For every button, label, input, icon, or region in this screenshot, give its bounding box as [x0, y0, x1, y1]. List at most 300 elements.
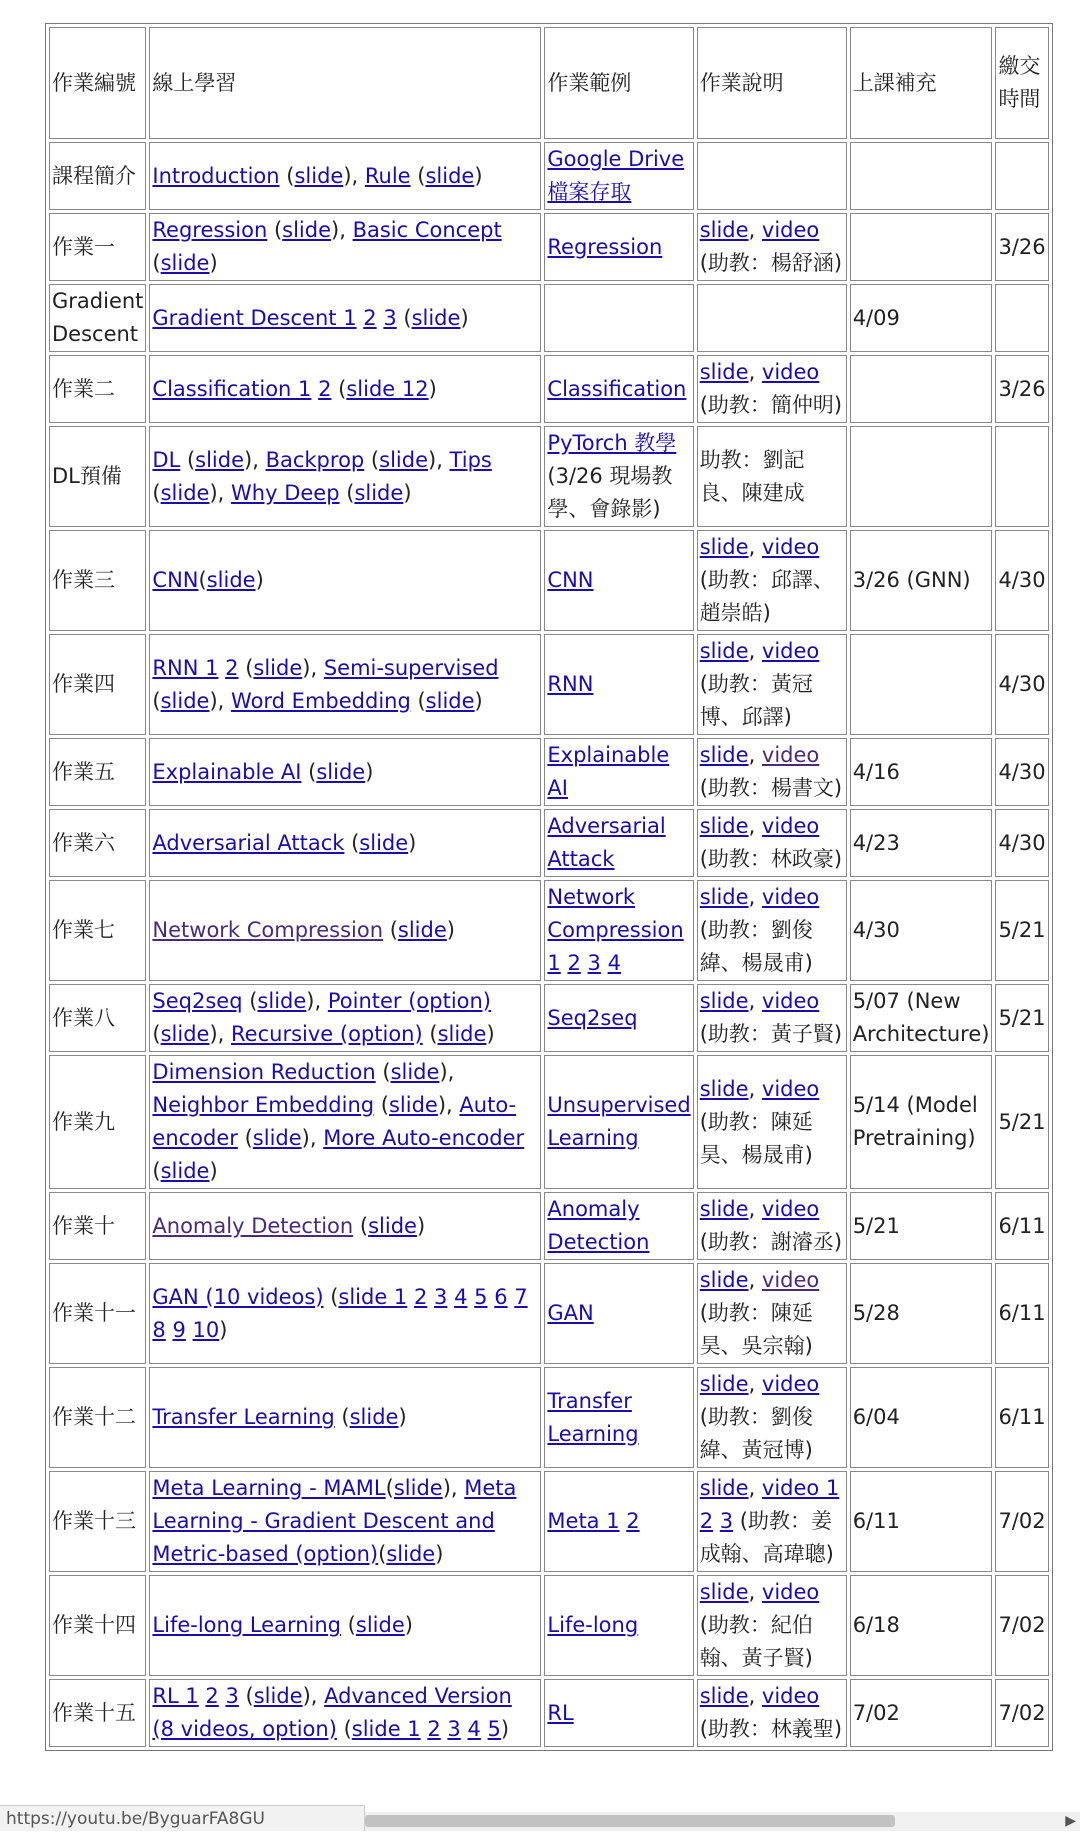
link[interactable]: slide [253, 1684, 303, 1708]
link[interactable]: 9 [172, 1317, 186, 1342]
link[interactable]: slide [294, 163, 344, 188]
cell-deadline: 4/30 [995, 738, 1048, 806]
link[interactable]: slide [316, 759, 366, 784]
text: , [748, 743, 762, 767]
link[interactable]: slide [355, 1613, 405, 1637]
link[interactable]: CNN [152, 568, 199, 592]
link[interactable]: slide [349, 1405, 399, 1429]
link[interactable]: slide [699, 218, 749, 242]
text: ) [255, 568, 264, 592]
link[interactable]: slide [253, 655, 303, 680]
cell-supplement: 5/28 [850, 1263, 993, 1364]
text [601, 951, 608, 975]
text: , [748, 989, 762, 1013]
link[interactable]: Adversarial Attack [152, 830, 345, 855]
link[interactable]: Semi-supervised [323, 655, 499, 680]
link[interactable]: slide [354, 480, 404, 505]
link[interactable]: slide [699, 1580, 749, 1604]
link[interactable]: slide [425, 688, 475, 713]
link[interactable]: RNN [547, 672, 594, 696]
text: ( [323, 1284, 339, 1309]
link[interactable]: slide [252, 1126, 302, 1150]
link[interactable]: Regression [152, 218, 268, 242]
cell-deadline [995, 426, 1048, 527]
link[interactable]: Regression [547, 234, 663, 259]
link[interactable]: slide [411, 305, 461, 330]
cell-online [149, 1471, 541, 1572]
cell-id: 作業八 [49, 984, 146, 1052]
link[interactable]: slide [397, 918, 447, 942]
header-deadline: 繳交時間 [995, 27, 1048, 139]
link[interactable]: 3 [587, 951, 601, 975]
header-online: 線上學習 [149, 27, 541, 139]
text: (助教：陳延昊、楊晟甫) [699, 1109, 813, 1167]
homework-schedule-table [45, 23, 1053, 1751]
link[interactable]: video [761, 1372, 820, 1396]
text: ) [428, 376, 437, 401]
cell-explain [697, 355, 847, 423]
text: , [748, 1372, 762, 1396]
link[interactable]: slide [699, 535, 749, 559]
table-row [49, 634, 1049, 735]
link[interactable]: Meta Learning - MAML [152, 1476, 386, 1500]
link[interactable]: Meta 1 [547, 1509, 620, 1533]
link[interactable]: Network Compression [547, 885, 684, 942]
link[interactable]: Transfer Learning [547, 1388, 639, 1446]
cell-explain [697, 1679, 847, 1747]
cell-supplement [850, 142, 993, 210]
link[interactable]: slide [699, 1268, 749, 1292]
link[interactable]: 2 [205, 1684, 219, 1708]
text: ( [339, 480, 355, 505]
cell-id: 作業七 [49, 880, 146, 981]
cell-supplement: 4/23 [850, 809, 993, 877]
cell-supplement [850, 213, 993, 281]
link[interactable]: 2 [626, 1509, 640, 1533]
text: ), [209, 1022, 232, 1046]
link[interactable]: slide [390, 1060, 440, 1084]
table-row [49, 1679, 1049, 1747]
text: ), [301, 1126, 324, 1150]
cell-deadline: 7/02 [995, 1575, 1048, 1676]
text: ( [334, 1405, 350, 1429]
text: ), [244, 447, 266, 472]
cell-supplement: 4/16 [850, 738, 993, 806]
text: , [748, 535, 762, 559]
cell-example [544, 1055, 693, 1189]
cell-supplement: 6/04 [850, 1367, 993, 1468]
cell-id: 作業十一 [49, 1263, 146, 1364]
table-row [49, 213, 1049, 281]
link[interactable]: 5 [487, 1717, 501, 1741]
cell-online [149, 1367, 541, 1468]
link[interactable]: slide [699, 989, 749, 1013]
text: ) [408, 830, 417, 855]
link[interactable]: slide [160, 480, 210, 505]
link[interactable]: slide [699, 1197, 749, 1221]
text: ( [301, 759, 317, 784]
link[interactable]: 2 [427, 1717, 441, 1741]
cell-online [149, 880, 541, 981]
link[interactable]: Rule [364, 163, 411, 188]
link[interactable]: video [761, 218, 820, 242]
header-supplement: 上課補充 [850, 27, 993, 139]
text: ), [437, 1093, 460, 1117]
table-row [49, 880, 1049, 981]
cell-id: 作業二 [49, 355, 146, 423]
status-bar-link-preview: https://youtu.be/ByguarFA8GU [0, 1805, 365, 1831]
cell-online [149, 142, 541, 210]
link[interactable]: slide [160, 1022, 210, 1046]
cell-explain [697, 1192, 847, 1260]
link[interactable]: Seq2seq [152, 989, 243, 1013]
text: (助教：陳延昊、吳宗翰) [699, 1301, 813, 1358]
table-row [49, 530, 1049, 631]
link[interactable]: 4 [607, 951, 621, 975]
cell-explain [697, 530, 847, 631]
cell-explain [697, 809, 847, 877]
text: (助教：劉俊緯、楊晟甫) [699, 918, 813, 975]
link[interactable]: 2 [699, 1509, 714, 1533]
link[interactable]: slide [359, 830, 409, 855]
text: , [748, 814, 762, 838]
text [713, 1509, 720, 1533]
link[interactable]: Adversarial Attack [547, 814, 666, 871]
link[interactable]: video 1 [761, 1476, 840, 1500]
cell-id: 作業九 [49, 1055, 146, 1189]
link[interactable]: slide [699, 360, 749, 384]
link[interactable]: video [761, 1197, 820, 1221]
link[interactable]: video [761, 1580, 820, 1604]
cell-deadline: 5/21 [995, 1055, 1048, 1189]
link[interactable]: 2 [413, 1284, 428, 1309]
text: (助教：簡仲明) [699, 393, 843, 417]
text: (助教：紀伯翰、黃子賢) [699, 1613, 813, 1670]
cell-explain [697, 1055, 847, 1189]
link[interactable]: 8 [152, 1317, 166, 1342]
text: ( [374, 1093, 389, 1117]
link[interactable]: 2 [318, 376, 332, 401]
link[interactable]: Anomaly Detection [152, 1213, 354, 1238]
text: ) [398, 1405, 407, 1429]
text: ) [365, 759, 374, 784]
link[interactable]: Transfer Learning [152, 1405, 335, 1429]
cell-online [149, 1263, 541, 1364]
link[interactable]: Anomaly Detection [547, 1197, 650, 1254]
cell-deadline: 5/21 [995, 984, 1048, 1052]
link[interactable]: Unsupervised Learning [547, 1093, 691, 1150]
text: ), [302, 1684, 325, 1708]
link[interactable]: video [761, 814, 820, 838]
text: (助教：邱譯、趙崇皓) [699, 568, 834, 625]
cell-example [544, 809, 693, 877]
link[interactable]: 1 [547, 951, 561, 975]
text: ), [209, 688, 232, 713]
table-row [49, 426, 1049, 527]
link[interactable]: slide [160, 688, 210, 713]
text: , [748, 1580, 762, 1604]
link[interactable]: Why Deep [231, 480, 340, 505]
link[interactable]: slide [437, 1022, 487, 1046]
link[interactable]: More Auto-encoder [323, 1126, 525, 1150]
link[interactable]: video [761, 639, 820, 663]
link[interactable]: 5 [474, 1284, 488, 1309]
link[interactable]: Explainable AI [152, 759, 302, 784]
link[interactable]: slide 12 [346, 376, 429, 401]
scroll-right-arrow-icon[interactable]: ▶ [1065, 1813, 1076, 1829]
link[interactable]: slide [699, 1476, 749, 1500]
cell-online [149, 284, 541, 352]
cell-id: 作業一 [49, 213, 146, 281]
text: ), [209, 480, 232, 505]
link[interactable]: video [761, 885, 820, 909]
cell-explain [697, 738, 847, 806]
cell-deadline: 3/26 [995, 213, 1048, 281]
text: ) [219, 1317, 228, 1342]
link[interactable]: 2 [363, 305, 377, 330]
cell-supplement: 4/30 [850, 880, 993, 981]
text [186, 1318, 193, 1342]
link[interactable]: Word Embedding [231, 688, 411, 713]
link[interactable]: Gradient Descent 1 [152, 305, 357, 330]
cell-deadline: 5/21 [995, 880, 1048, 981]
cell-online [149, 984, 541, 1052]
text: ) [404, 1613, 413, 1637]
link[interactable]: 3 [434, 1284, 448, 1309]
text: ( [353, 1213, 369, 1238]
link[interactable]: CNN [547, 568, 594, 592]
text: , [748, 1684, 762, 1708]
link[interactable]: slide [699, 885, 749, 909]
link[interactable]: slide [160, 1159, 210, 1183]
cell-supplement: 4/09 [850, 284, 993, 352]
link[interactable]: slide [699, 743, 749, 767]
table-row [49, 284, 1049, 352]
link[interactable]: Basic Concept [352, 218, 502, 242]
text: , [748, 360, 762, 384]
link[interactable]: video [761, 360, 820, 384]
cell-id: 作業三 [49, 530, 146, 631]
text: (助教：林政豪) [699, 847, 843, 871]
link[interactable]: Google Drive 檔案存取 [547, 147, 685, 204]
text: (助教：謝濬丞) [699, 1230, 843, 1254]
cell-explain [697, 1263, 847, 1364]
text: ( [152, 1022, 161, 1046]
text: ) [500, 1717, 510, 1741]
link[interactable]: Life-long Learning [152, 1613, 341, 1637]
cell-explain [697, 1471, 847, 1572]
link[interactable]: 3 [225, 1684, 239, 1708]
link[interactable]: 3 [719, 1509, 734, 1533]
link[interactable]: slide [699, 814, 749, 838]
link[interactable]: slide [425, 163, 475, 188]
table-row [49, 984, 1049, 1052]
text: , [748, 1268, 762, 1292]
header-id: 作業編號 [49, 27, 146, 139]
text: ( [198, 568, 207, 592]
cell-online [149, 1679, 541, 1747]
text: ( [237, 1126, 253, 1150]
link[interactable]: slide [699, 1684, 749, 1708]
link[interactable]: Introduction [152, 163, 280, 188]
link[interactable]: DL [152, 447, 181, 472]
link[interactable]: video [761, 743, 820, 767]
link[interactable]: Recursive (option) [231, 1022, 423, 1046]
cell-online [149, 426, 541, 527]
link[interactable]: 4 [454, 1284, 468, 1309]
cell-supplement: 6/18 [850, 1575, 993, 1676]
link[interactable]: slide [368, 1213, 417, 1238]
text: ) [435, 1542, 444, 1566]
scrollbar-thumb[interactable] [365, 1815, 895, 1827]
cell-example [544, 213, 693, 281]
link[interactable]: slide 1 [351, 1717, 421, 1741]
cell-supplement [850, 634, 993, 735]
link[interactable]: RNN 1 [152, 655, 219, 680]
cell-explain [697, 426, 847, 527]
cell-deadline: 7/02 [995, 1471, 1048, 1572]
link[interactable]: slide [386, 1542, 436, 1566]
link[interactable]: slide [282, 218, 332, 242]
text: ), [302, 655, 324, 680]
link[interactable]: Classification 1 [152, 376, 312, 401]
link[interactable]: Backprop [265, 447, 365, 472]
link[interactable]: slide [206, 568, 256, 592]
link[interactable]: Classification [547, 376, 687, 401]
cell-example [544, 284, 693, 352]
link[interactable]: video [761, 1268, 820, 1292]
table-row [49, 1055, 1049, 1189]
link[interactable]: 2 [567, 951, 581, 975]
link[interactable]: slide [160, 251, 210, 275]
text: , [748, 1476, 762, 1500]
text: ) [460, 305, 469, 330]
link[interactable]: slide [699, 1076, 749, 1101]
text [481, 1717, 488, 1741]
text: ( [152, 251, 161, 275]
link[interactable]: Meta Learning - Gradient Descent and Metric-based (option) [152, 1476, 517, 1566]
text [581, 951, 588, 975]
text: (助教：楊書文) [699, 776, 843, 800]
table-row [49, 142, 1049, 210]
text: ), [343, 163, 365, 188]
link[interactable]: Explainable AI [547, 743, 670, 800]
text: , [748, 1076, 762, 1101]
cell-example [544, 355, 693, 423]
cell-id: 作業十 [49, 1192, 146, 1260]
link[interactable]: 3 [383, 305, 397, 330]
text: ) [209, 1159, 218, 1183]
text [407, 1285, 414, 1309]
cell-example [544, 426, 693, 527]
link[interactable]: 6 [494, 1284, 508, 1309]
table-row [49, 1471, 1049, 1572]
link[interactable]: Seq2seq [547, 1005, 638, 1030]
link[interactable]: slide 1 [338, 1284, 408, 1309]
cell-online [149, 213, 541, 281]
link[interactable]: Tips [449, 447, 492, 472]
text: ( [344, 830, 360, 855]
text: ( [267, 218, 283, 242]
link[interactable]: slide [195, 447, 245, 472]
horizontal-scrollbar[interactable] [365, 1812, 1080, 1831]
link[interactable]: 7 [514, 1284, 528, 1309]
cell-supplement: 6/11 [850, 1471, 993, 1572]
link[interactable]: 2 [225, 655, 239, 680]
cell-explain [697, 213, 847, 281]
cell-example [544, 530, 693, 631]
text: (助教：劉俊緯、黃冠博) [699, 1405, 813, 1462]
link[interactable]: slide [379, 447, 428, 472]
link[interactable]: video [761, 1076, 820, 1101]
link[interactable]: GAN (10 videos) [152, 1284, 324, 1309]
link[interactable]: PyTorch 教學 [547, 431, 677, 455]
link[interactable]: slide [388, 1093, 438, 1117]
cell-explain [697, 880, 847, 981]
header-example: 作業範例 [544, 27, 693, 139]
text: (助教：黃冠博、邱譯) [699, 672, 813, 729]
cell-deadline: 3/26 [995, 355, 1048, 423]
link[interactable]: slide [393, 1476, 443, 1500]
link[interactable]: slide [257, 989, 307, 1013]
cell-supplement: 5/14 (Model Pretraining) [850, 1055, 993, 1189]
text: ( [336, 1717, 352, 1741]
cell-example [544, 634, 693, 735]
link[interactable]: RL 1 [152, 1684, 199, 1708]
link[interactable]: 3 [447, 1717, 461, 1741]
cell-supplement: 7/02 [850, 1679, 993, 1747]
link[interactable]: Advanced Version (8 videos, option) [152, 1684, 512, 1741]
text: ( [422, 1022, 438, 1046]
table-row [49, 809, 1049, 877]
link[interactable]: video [761, 989, 820, 1013]
link[interactable]: video [761, 535, 820, 559]
cell-example [544, 1367, 693, 1468]
cell-id: 課程簡介 [49, 142, 146, 210]
text: ) [416, 1213, 426, 1238]
link[interactable]: video [761, 1684, 820, 1708]
cell-supplement: 5/07 (New Architecture) [850, 984, 993, 1052]
link[interactable]: slide [699, 639, 749, 663]
cell-example [544, 880, 693, 981]
link[interactable]: GAN [547, 1301, 594, 1325]
text: ) [486, 1022, 495, 1046]
table-row [49, 1192, 1049, 1260]
text: ) [474, 163, 483, 188]
link[interactable]: 4 [467, 1717, 481, 1741]
cell-id: 作業十二 [49, 1367, 146, 1468]
link[interactable]: Life-long [547, 1613, 639, 1637]
link[interactable]: Network Compression [152, 918, 384, 942]
link[interactable]: Dimension Reduction [152, 1060, 376, 1084]
table-row [49, 1575, 1049, 1676]
cell-id: 作業十三 [49, 1471, 146, 1572]
text: , [748, 1197, 762, 1221]
text: ( [152, 688, 161, 713]
link[interactable]: Neighbor Embedding [152, 1093, 375, 1117]
link[interactable]: slide [699, 1372, 749, 1396]
link[interactable]: 10 [192, 1317, 220, 1342]
link[interactable]: Auto-encoder [152, 1093, 517, 1150]
text: ) [446, 918, 455, 942]
link[interactable]: Pointer (option) [327, 989, 492, 1013]
link[interactable]: RL [547, 1700, 574, 1725]
table-row [49, 1263, 1049, 1364]
text: ( [364, 447, 380, 472]
table-row [49, 1367, 1049, 1468]
text: 助教：劉記良、陳建成 [699, 447, 805, 505]
cell-id: 作業六 [49, 809, 146, 877]
